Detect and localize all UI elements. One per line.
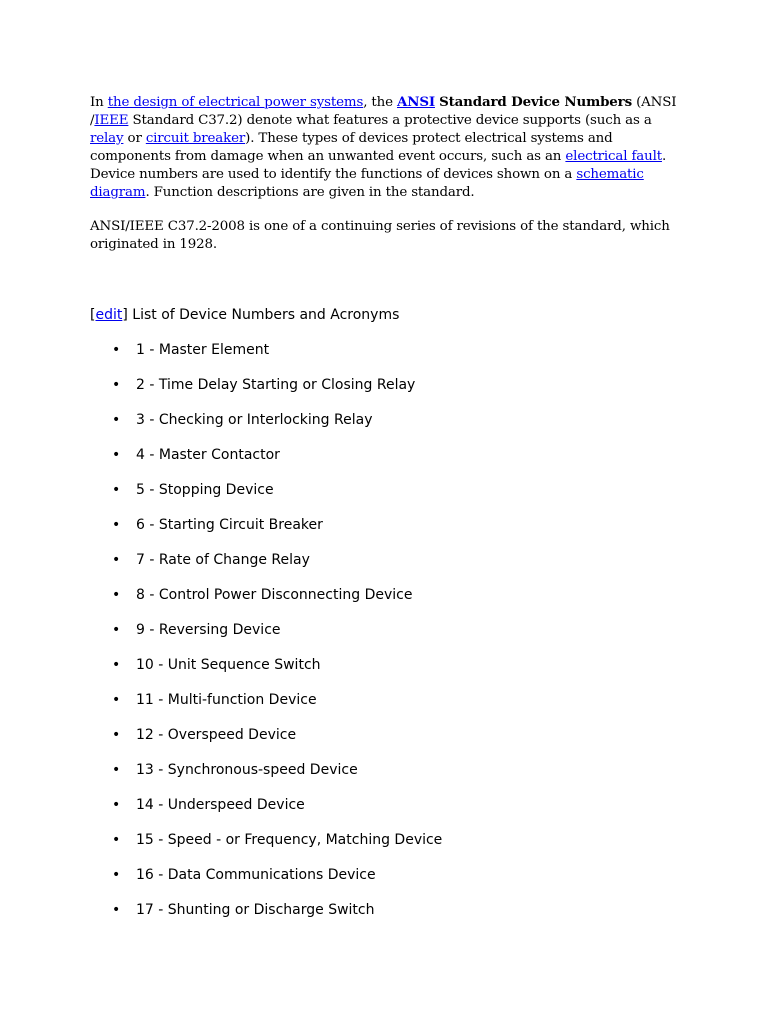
- list-item: • 1 - Master Element: [110, 340, 442, 375]
- intro-text: . Function descriptions are given in the standard.: [145, 185, 475, 200]
- list-item: • 8 - Control Power Disconnecting Device: [110, 585, 442, 620]
- device-list: [110, 340, 442, 935]
- list-item: • 2 - Time Delay Starting or Closing Relay: [110, 375, 442, 410]
- revision-paragraph: ANSI/IEEE C37.2-2008 is one of a continuing series of revisions of the standard, which originated in 1928.: [90, 219, 670, 252]
- ansi-link[interactable]: ANSI: [397, 94, 435, 110]
- list-item: • 3 - Checking or Interlocking Relay: [110, 410, 442, 445]
- list-item: • 4 - Master Contactor: [110, 445, 442, 480]
- list-item: • 13 - Synchronous-speed Device: [110, 760, 442, 795]
- list-item: • 9 - Reversing Device: [110, 620, 442, 655]
- bracket-open: [: [90, 307, 96, 323]
- design-link[interactable]: the design of electrical power systems: [107, 95, 364, 110]
- standard-device-numbers-term: Standard Device Numbers: [439, 94, 632, 110]
- list-item: • 5 - Stopping Device: [110, 480, 442, 515]
- intro-paragraph: [90, 93, 680, 202]
- list-item: • 10 - Unit Sequence Switch: [110, 655, 442, 690]
- intro-text: Standard C37.2) denote what features a protective device supports (such as a: [128, 113, 652, 128]
- intro-text: ). These types of devices protect electrical systems and components from damage when an unwanted event occurs, such as an: [90, 131, 613, 164]
- ieee-link[interactable]: IEEE: [94, 113, 129, 128]
- intro-text: or: [123, 131, 146, 146]
- relay-link[interactable]: relay: [90, 131, 124, 146]
- list-item: • 6 - Starting Circuit Breaker: [110, 515, 442, 550]
- schematic-diagram-link[interactable]: schematic diagram: [90, 167, 644, 200]
- list-item: • 14 - Underspeed Device: [110, 795, 442, 830]
- intro-text: , the: [363, 95, 397, 110]
- edit-link[interactable]: edit: [95, 307, 123, 323]
- list-item: • 17 - Shunting or Discharge Switch: [110, 900, 442, 935]
- section-title: List of Device Numbers and Acronyms: [127, 307, 400, 323]
- section-heading: [90, 305, 399, 325]
- intro-text: (ANSI /: [90, 95, 677, 128]
- intro-text: . Device numbers are used to identify the functions of devices shown on a: [90, 149, 667, 182]
- list-item: • 16 - Data Communications Device: [110, 865, 442, 900]
- list-item: • 15 - Speed - or Frequency, Matching Device: [110, 830, 442, 865]
- bracket-close: ]: [122, 307, 128, 323]
- list-item: • 7 - Rate of Change Relay: [110, 550, 442, 585]
- electrical-fault-link[interactable]: electrical fault: [565, 149, 662, 164]
- circuit-breaker-link[interactable]: circuit breaker: [145, 131, 246, 146]
- intro-text: In: [90, 95, 108, 110]
- list-item: • 12 - Overspeed Device: [110, 725, 442, 760]
- list-item: • 11 - Multi-function Device: [110, 690, 442, 725]
